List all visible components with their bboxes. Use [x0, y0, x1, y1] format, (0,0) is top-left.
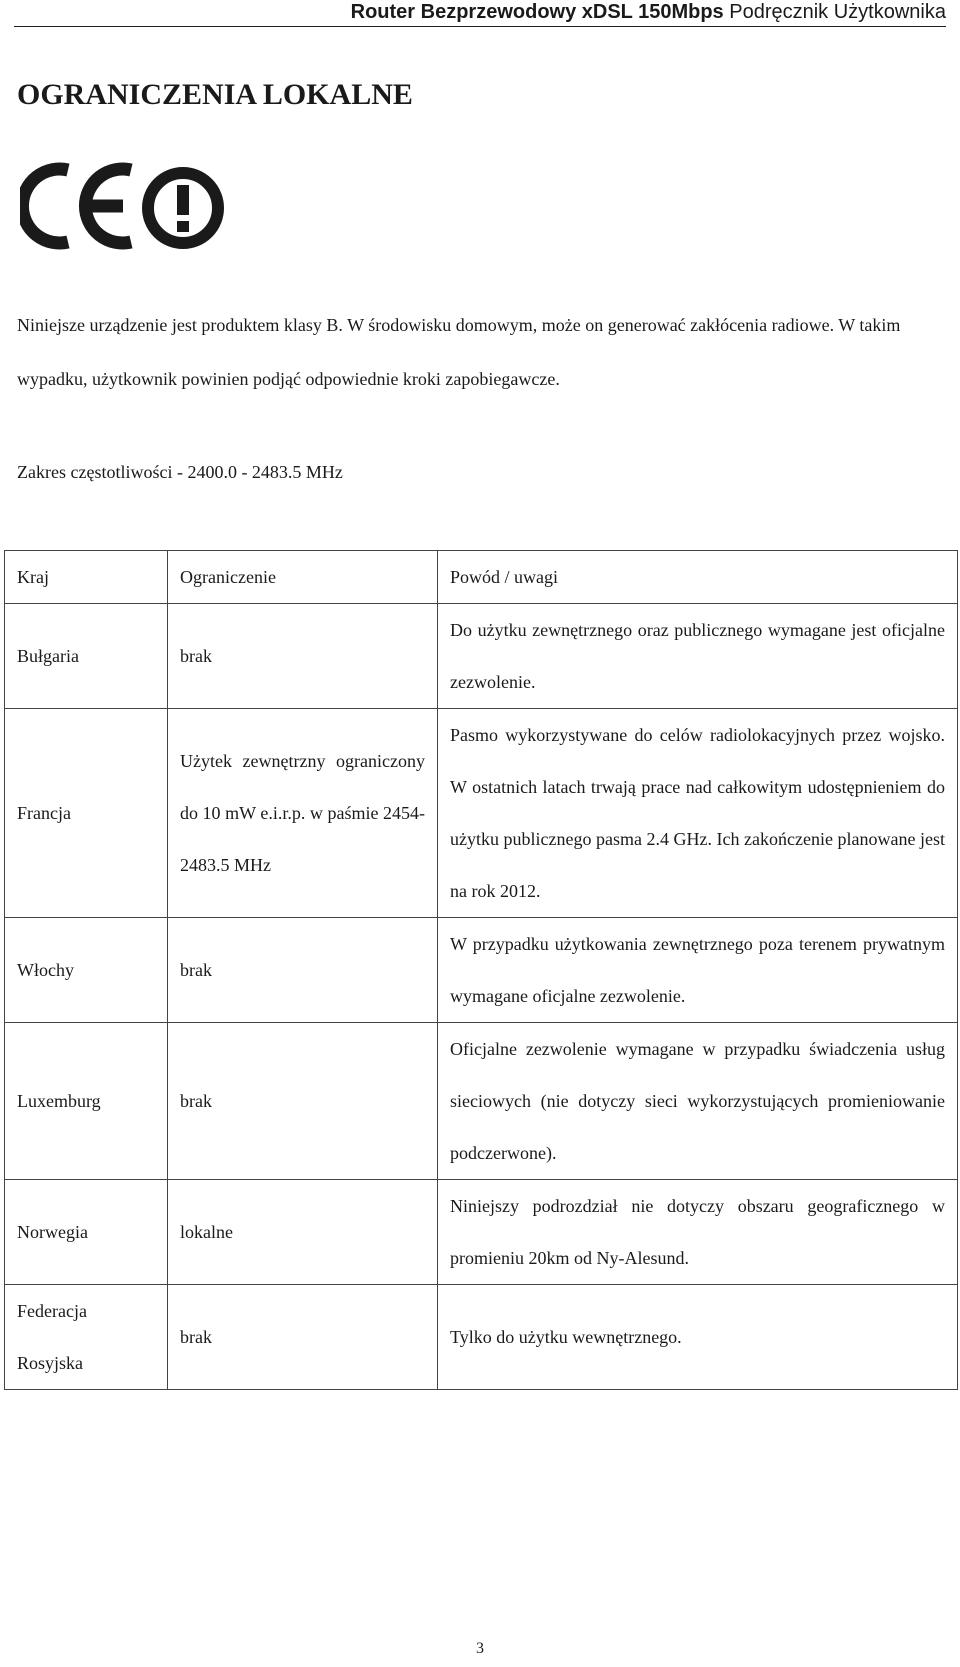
page-header	[14, 0, 946, 27]
header-country: Kraj	[5, 551, 168, 604]
ce-mark-icon	[22, 169, 131, 243]
table-row	[5, 1023, 958, 1180]
alert-circle-icon	[148, 173, 218, 243]
restriction-cell: brak	[168, 1023, 438, 1180]
header-restriction: Ograniczenie	[168, 551, 438, 604]
country-cell: Luxemburg	[5, 1023, 168, 1180]
ce-alert-marks	[20, 160, 250, 252]
page-title: OGRANICZENIA LOKALNE	[17, 78, 413, 111]
country-cell: Federacja Rosyjska	[5, 1285, 168, 1390]
header-manual-name: Podręcznik Użytkownika	[729, 1, 946, 23]
remarks-cell: Do użytku zewnętrznego oraz publicznego wymagane jest oficjalne zezwolenie.	[438, 604, 958, 709]
restriction-cell: Użytek zewnętrzny ograniczony do 10 mW e.i.r.p. w paśmie 2454-2483.5 MHz	[168, 709, 438, 918]
restriction-cell: lokalne	[168, 1180, 438, 1285]
table-row	[5, 1285, 958, 1390]
restriction-cell: brak	[168, 918, 438, 1023]
table-row	[5, 604, 958, 709]
remarks-cell: Tylko do użytku wewnętrznego.	[438, 1285, 958, 1390]
remarks-cell: Niniejszy podrozdział nie dotyczy obszaru geograficznego w promieniu 20km od Ny-Alesund.	[438, 1180, 958, 1285]
header-product-name: Router Bezprzewodowy xDSL 150Mbps	[350, 1, 724, 23]
remarks-cell: W przypadku użytkowania zewnętrznego poza terenem prywatnym wymagane oficjalne zezwolenie.	[438, 918, 958, 1023]
country-cell: Francja	[5, 709, 168, 918]
frequency-range: Zakres częstotliwości - 2400.0 - 2483.5 MHz	[17, 462, 343, 482]
restrictions-table	[4, 550, 958, 1390]
restriction-cell: brak	[168, 604, 438, 709]
remarks-cell: Pasmo wykorzystywane do celów radiolokacyjnych przez wojsko. W ostatnich latach trwają prace nad całkowitym udostępnieniem do użytku publicznego pasma 2.4 GHz. Ich zakończenie planowane jest na rok 2012.	[438, 709, 958, 918]
intro-paragraph: Niniejsze urządzenie jest produktem klasy B. W środowisku domowym, może on generować zakłócenia radiowe. W takim wypadku, użytkownik powinien podjąć odpowiednie kroki zapobiegawcze.	[17, 315, 901, 389]
remarks-cell: Oficjalne zezwolenie wymagane w przypadku świadczenia usług sieciowych (nie dotyczy sieci wykorzystujących promieniowanie podczerwone).	[438, 1023, 958, 1180]
page-number: 3	[476, 1640, 484, 1657]
country-cell: Włochy	[5, 918, 168, 1023]
header-remarks: Powód / uwagi	[438, 551, 958, 604]
table-row	[5, 1180, 958, 1285]
restriction-cell: brak	[168, 1285, 438, 1390]
table-row	[5, 918, 958, 1023]
country-cell: Norwegia	[5, 1180, 168, 1285]
table-header-row	[5, 551, 958, 604]
country-cell: Bułgaria	[5, 604, 168, 709]
table-row	[5, 709, 958, 918]
